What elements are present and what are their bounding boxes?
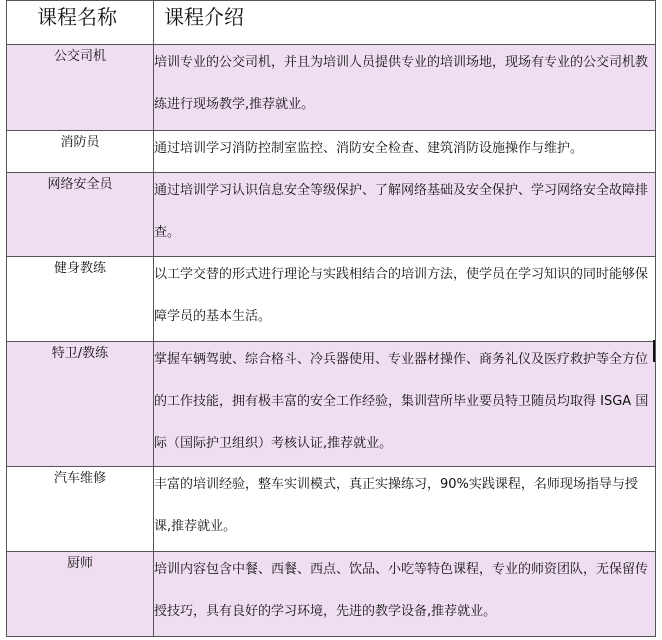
course-name-cell: 网络安全员 xyxy=(7,173,154,257)
course-intro-cell xyxy=(154,131,656,173)
table-row xyxy=(7,45,656,131)
table-row xyxy=(7,131,656,173)
course-table xyxy=(6,0,656,637)
course-name-cell: 厨师 xyxy=(7,552,154,637)
course-intro-text: 培训内容包含中餐、西餐、西点、饮品、小吃等特色课程，专业的师资团队，无保留传授技巧，具有良好的学习环境，先进的教学设备,推荐就业。 xyxy=(154,562,649,619)
course-name-cell: 消防员 xyxy=(7,131,154,173)
course-intro-cell xyxy=(154,552,656,637)
course-name-cell: 公交司机 xyxy=(7,45,154,131)
course-name-cell: 汽车维修 xyxy=(7,467,154,552)
table-header-row xyxy=(7,1,656,45)
header-course-name: 课程名称 xyxy=(7,1,154,45)
course-intro-cell xyxy=(154,467,656,552)
header-course-intro: 课程介绍 xyxy=(154,1,656,45)
table-row xyxy=(7,467,656,552)
table-row xyxy=(7,342,656,467)
course-intro-cell xyxy=(154,45,656,131)
course-name-cell: 健身教练 xyxy=(7,257,154,342)
course-intro-cell xyxy=(154,173,656,257)
table-row xyxy=(7,173,656,257)
edge-marker xyxy=(653,340,655,362)
table-row xyxy=(7,257,656,342)
course-intro-text: 掌握车辆驾驶、综合格斗、冷兵器使用、专业器材操作、商务礼仪及医疗救护等全方位的工作技能，拥有极丰富的安全工作经验，集训营所毕业要员特卫随员均取得 ISGA 国际（国际护卫组织）考核认证,推荐就业。 xyxy=(154,352,649,451)
course-intro-cell xyxy=(154,342,656,467)
course-intro-cell xyxy=(154,257,656,342)
table-row xyxy=(7,552,656,637)
course-intro-text: 通过培训学习认识信息安全等级保护、了解网络基础及安全保护、学习网络安全故障排查。 xyxy=(154,183,649,240)
course-intro-text: 培训专业的公交司机，并且为培训人员提供专业的培训场地，现场有专业的公交司机教练进行现场教学,推荐就业。 xyxy=(154,55,649,112)
course-intro-text: 以工学交替的形式进行理论与实践相结合的培训方法，使学员在学习知识的同时能够保障学员的基本生活。 xyxy=(154,267,649,324)
course-name-cell: 特卫/教练 xyxy=(7,342,154,467)
course-intro-text: 丰富的培训经验，整车实训模式，真正实操练习，90%实践课程，名师现场指导与授课,推荐就业。 xyxy=(154,477,638,534)
course-intro-text: 通过培训学习消防控制室监控、消防安全检查、建筑消防设施操作与维护。 xyxy=(154,141,584,156)
